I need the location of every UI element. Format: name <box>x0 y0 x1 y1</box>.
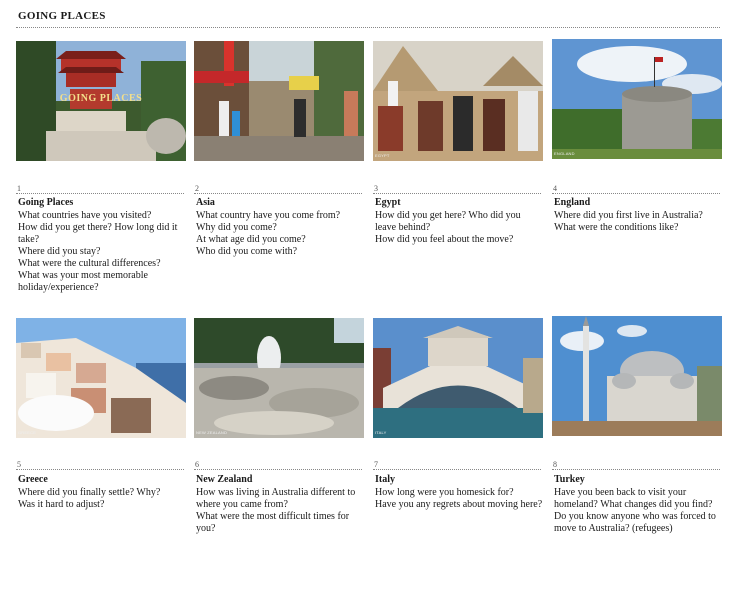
card-number: 2 <box>195 184 199 193</box>
card-title: Italy <box>375 474 395 485</box>
card-number: 4 <box>553 184 557 193</box>
question: What were the most difficult times for you? <box>196 511 350 534</box>
question-list <box>554 210 722 234</box>
photo-overlay-title: GOING PLACES <box>59 93 143 104</box>
title-divider <box>16 27 720 28</box>
question-list <box>18 210 186 294</box>
question: Have you been back to visit your homeland? What changes did you find? <box>554 487 713 510</box>
photo-caption: EGYPT <box>375 153 390 158</box>
card-divider <box>16 193 184 194</box>
card-divider <box>194 193 362 194</box>
question: How did you feel about the move? <box>375 234 514 245</box>
page-title: GOING PLACES <box>18 10 106 22</box>
question: Where did you first live in Australia? <box>554 210 703 221</box>
question: Where did you finally settle? Why? <box>18 487 161 498</box>
photo-castle <box>552 39 722 159</box>
card-title: Egypt <box>375 197 401 208</box>
photo-pyramids <box>373 41 543 161</box>
card-number: 7 <box>374 460 378 469</box>
photo-caption: NEW ZEALAND <box>196 430 228 435</box>
photo-santorini <box>16 318 186 438</box>
card-title: England <box>554 197 591 208</box>
question-list <box>18 487 186 511</box>
photo-caption: ITALY <box>375 430 387 435</box>
question: Do you know anyone who was forced to move to Australia? (refugees) <box>554 511 716 534</box>
question: Why did you come? <box>196 222 277 233</box>
photo-rialto-bridge <box>373 318 543 438</box>
photo-asian-street <box>194 41 364 161</box>
question: How did you get here? Who did you leave behind? <box>375 210 521 233</box>
card-title: New Zealand <box>196 474 253 485</box>
question: Was it hard to adjust? <box>18 499 105 510</box>
photo-geothermal <box>194 318 364 438</box>
question: How long were you homesick for? <box>375 487 514 498</box>
card-divider <box>373 469 541 470</box>
card-divider <box>16 469 184 470</box>
card-title: Asia <box>196 197 215 208</box>
card-divider <box>194 469 362 470</box>
question: What countries have you visited? <box>18 210 152 221</box>
question: Where did you stay? <box>18 246 101 257</box>
question-list <box>196 487 364 535</box>
question: How did you get there? How long did it take? <box>18 222 178 245</box>
question: What country have you come from? <box>196 210 341 221</box>
question: How was living in Australia different to where you came from? <box>196 487 356 510</box>
card-title: Going Places <box>18 197 74 208</box>
question-list <box>375 487 543 511</box>
question: What were the cultural differences? <box>18 258 161 269</box>
photo-pagoda <box>16 41 186 161</box>
card-number: 3 <box>374 184 378 193</box>
photo-mosque <box>552 316 722 436</box>
card-divider <box>552 469 720 470</box>
photo-caption: ENGLAND <box>554 151 575 156</box>
card-number: 8 <box>553 460 557 469</box>
card-title: Greece <box>18 474 48 485</box>
card-divider <box>552 193 720 194</box>
question-list <box>196 210 364 258</box>
photo-caption: GREECE <box>18 430 37 435</box>
question: Have you any regrets about moving here? <box>375 499 543 510</box>
card-number: 5 <box>17 460 21 469</box>
question: At what age did you come? <box>196 234 306 245</box>
card-title: Turkey <box>554 474 585 485</box>
question: Who did you come with? <box>196 246 298 257</box>
question: What was your most memorable holiday/experience? <box>18 270 148 293</box>
card-number: 6 <box>195 460 199 469</box>
question: What were the conditions like? <box>554 222 679 233</box>
question-list <box>554 487 722 535</box>
card-divider <box>373 193 541 194</box>
card-number: 1 <box>17 184 21 193</box>
question-list <box>375 210 543 246</box>
